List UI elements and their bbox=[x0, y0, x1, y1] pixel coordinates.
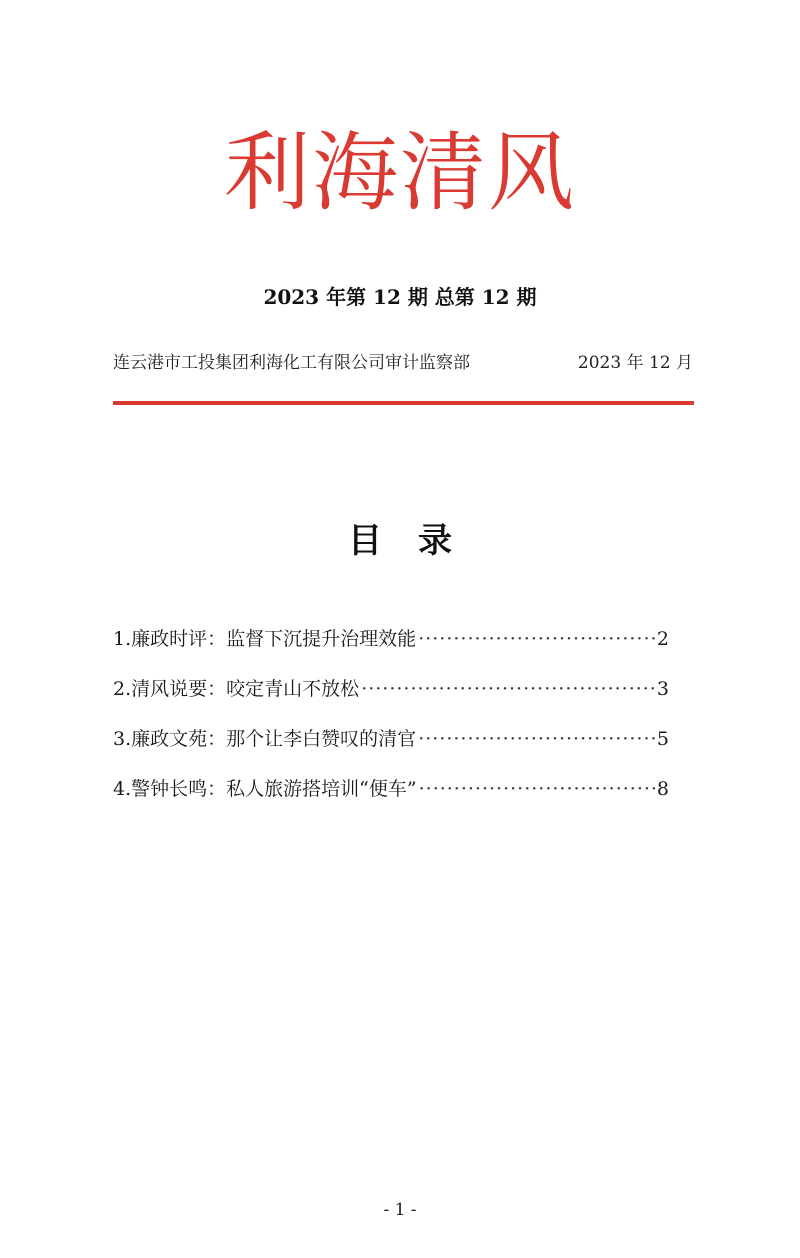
toc-entry-separator: ： bbox=[207, 678, 227, 700]
toc-entry[interactable] bbox=[113, 721, 669, 771]
toc-dot-leader bbox=[418, 721, 655, 757]
toc-entry-separator: ： bbox=[207, 778, 227, 800]
toc-entry[interactable] bbox=[113, 771, 669, 821]
toc-entry-headline: 监督下沉提升治理效能 bbox=[226, 628, 417, 650]
newsletter-title: 利海清风 bbox=[224, 123, 576, 223]
toc-entry[interactable] bbox=[113, 671, 669, 721]
toc-entry-headline: 咬定青山不放松 bbox=[226, 678, 360, 700]
toc-entry-separator: ： bbox=[207, 728, 227, 750]
toc-entry-number: 1. bbox=[113, 628, 132, 650]
toc-entry-section: 廉政文苑 bbox=[131, 728, 208, 750]
toc-entry-separator: ： bbox=[207, 628, 227, 650]
table-of-contents bbox=[113, 621, 669, 821]
toc-entry-section: 清风说要 bbox=[131, 678, 208, 700]
publisher-organization: 连云港市工投集团利海化工有限公司审计监察部 bbox=[113, 353, 470, 373]
toc-heading: 目录 bbox=[348, 521, 488, 561]
toc-entry-page: 3 bbox=[656, 678, 669, 700]
red-divider-rule bbox=[113, 401, 694, 405]
page-number: - 1 - bbox=[383, 1200, 417, 1220]
toc-entry-number: 2. bbox=[113, 678, 132, 700]
toc-entry-page: 8 bbox=[656, 778, 669, 800]
toc-entry-number: 4. bbox=[113, 778, 132, 800]
toc-entry-page: 2 bbox=[656, 628, 669, 650]
issue-number: 2023 年第 12 期 总第 12 期 bbox=[263, 285, 537, 309]
toc-entry-number: 3. bbox=[113, 728, 132, 750]
toc-entry-page: 5 bbox=[656, 728, 669, 750]
toc-entry-headline: 那个让李白赞叹的清官 bbox=[226, 728, 417, 750]
toc-entry[interactable] bbox=[113, 621, 669, 671]
publish-date: 2023 年 12 月 bbox=[577, 353, 693, 373]
toc-dot-leader bbox=[418, 621, 655, 657]
toc-entry-section: 廉政时评 bbox=[131, 628, 208, 650]
toc-entry-headline: 私人旅游搭培训“便车” bbox=[226, 778, 417, 800]
toc-dot-leader bbox=[361, 671, 655, 707]
toc-entry-section: 警钟长鸣 bbox=[131, 778, 208, 800]
toc-dot-leader bbox=[419, 771, 655, 807]
publisher-line bbox=[113, 348, 693, 378]
